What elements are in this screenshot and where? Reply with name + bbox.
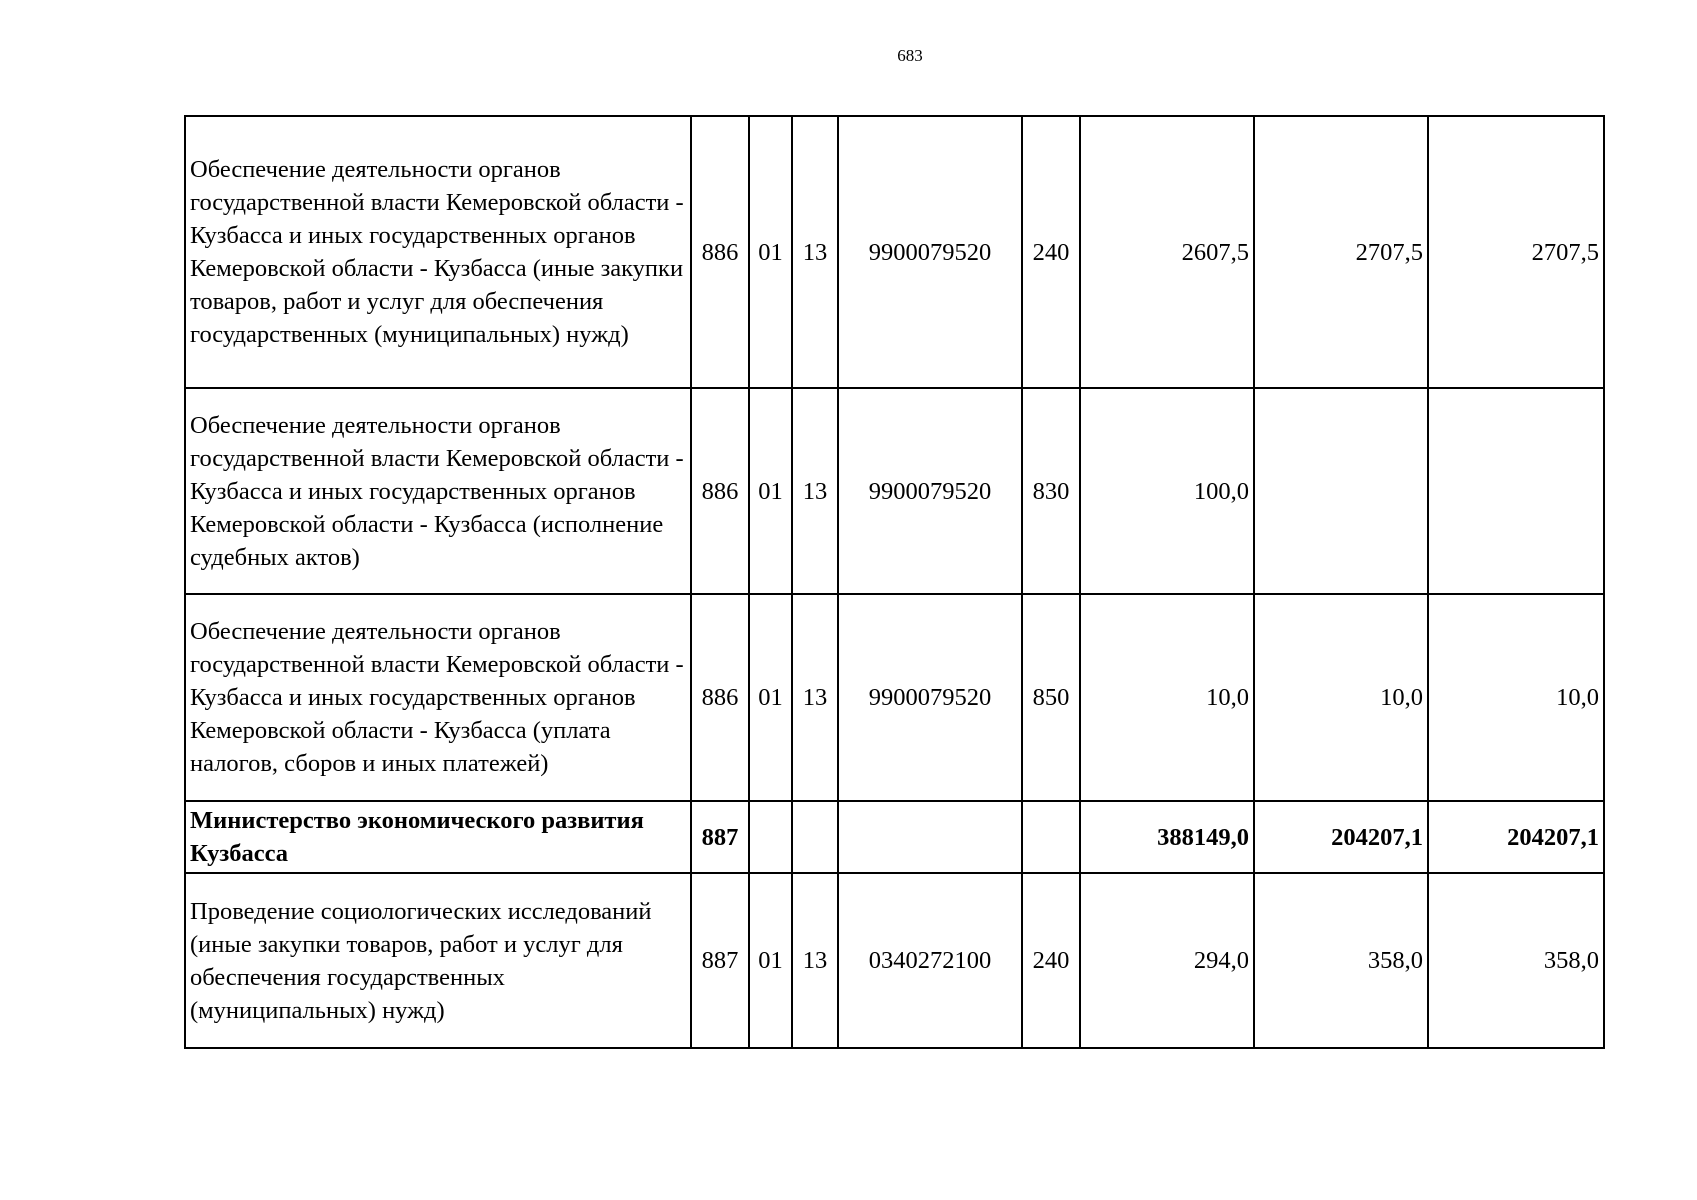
row-name: Обеспечение деятельности органов государственной власти Кемеровской области - Кузбасса и иных государственных органов Кемеровской области - Кузбасса (иные закупки товаров, работ и услуг для обеспечения государственных (муниципальных) нужд) xyxy=(185,116,691,388)
ministry-code: 886 xyxy=(691,116,749,388)
target-article-code: 9900079520 xyxy=(838,388,1022,594)
ministry-code: 886 xyxy=(691,388,749,594)
amount-year2: 204207,1 xyxy=(1254,801,1428,873)
table-row xyxy=(185,873,1604,1048)
target-article-code: 9900079520 xyxy=(838,116,1022,388)
target-article-code xyxy=(838,801,1022,873)
amount-year2: 358,0 xyxy=(1254,873,1428,1048)
ministry-name: Министерство экономического развития Кузбасса xyxy=(185,801,691,873)
page-number: 683 xyxy=(897,46,923,65)
amount-year3 xyxy=(1428,388,1604,594)
subsection-code: 13 xyxy=(792,116,838,388)
target-article-code: 9900079520 xyxy=(838,594,1022,801)
expense-type-code: 240 xyxy=(1022,873,1080,1048)
ministry-code: 887 xyxy=(691,873,749,1048)
budget-table xyxy=(184,115,1605,1049)
expense-type-code: 830 xyxy=(1022,388,1080,594)
amount-year2: 2707,5 xyxy=(1254,116,1428,388)
subsection-code: 13 xyxy=(792,388,838,594)
table-row-ministry-total xyxy=(185,801,1604,873)
subsection-code: 13 xyxy=(792,873,838,1048)
ministry-code: 887 xyxy=(691,801,749,873)
expense-type-code: 240 xyxy=(1022,116,1080,388)
amount-year1: 10,0 xyxy=(1080,594,1254,801)
row-name: Обеспечение деятельности органов государственной власти Кемеровской области - Кузбасса и иных государственных органов Кемеровской области - Кузбасса (исполнение судебных актов) xyxy=(185,388,691,594)
section-code: 01 xyxy=(749,594,792,801)
subsection-code: 13 xyxy=(792,594,838,801)
amount-year3: 10,0 xyxy=(1428,594,1604,801)
subsection-code xyxy=(792,801,838,873)
row-name: Проведение социологических исследований (иные закупки товаров, работ и услуг для обеспечения государственных (муниципальных) нужд) xyxy=(185,873,691,1048)
amount-year3: 2707,5 xyxy=(1428,116,1604,388)
section-code: 01 xyxy=(749,388,792,594)
amount-year1: 294,0 xyxy=(1080,873,1254,1048)
table-row xyxy=(185,388,1604,594)
expense-type-code: 850 xyxy=(1022,594,1080,801)
amount-year3: 358,0 xyxy=(1428,873,1604,1048)
section-code: 01 xyxy=(749,116,792,388)
amount-year1: 388149,0 xyxy=(1080,801,1254,873)
section-code: 01 xyxy=(749,873,792,1048)
expense-type-code xyxy=(1022,801,1080,873)
table-row xyxy=(185,116,1604,388)
amount-year2: 10,0 xyxy=(1254,594,1428,801)
section-code xyxy=(749,801,792,873)
amount-year2 xyxy=(1254,388,1428,594)
table-row xyxy=(185,594,1604,801)
amount-year1: 2607,5 xyxy=(1080,116,1254,388)
target-article-code: 0340272100 xyxy=(838,873,1022,1048)
amount-year3: 204207,1 xyxy=(1428,801,1604,873)
amount-year1: 100,0 xyxy=(1080,388,1254,594)
ministry-code: 886 xyxy=(691,594,749,801)
row-name: Обеспечение деятельности органов государственной власти Кемеровской области - Кузбасса и иных государственных органов Кемеровской области - Кузбасса (уплата налогов, сборов и иных платежей) xyxy=(185,594,691,801)
